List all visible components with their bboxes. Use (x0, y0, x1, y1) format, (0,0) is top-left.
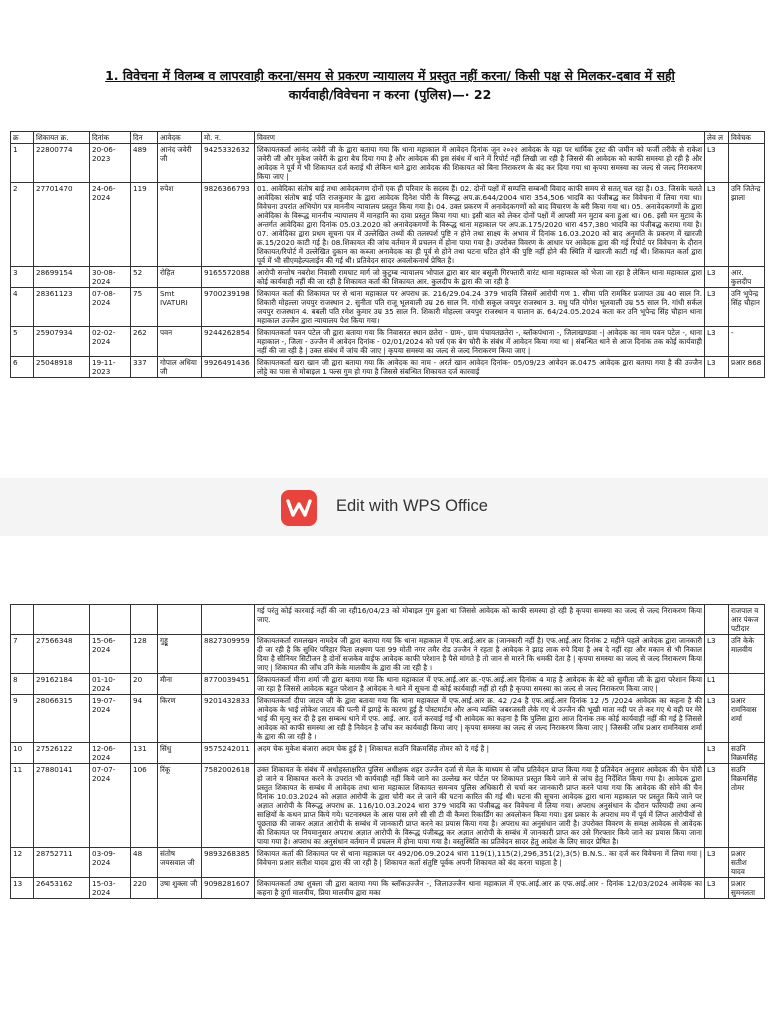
cell-applicant: सिंधु (158, 743, 202, 764)
wps-logo-icon[interactable] (281, 490, 317, 526)
cell-applicant: रुपेश (158, 183, 202, 267)
cell-mobile: 8770039451 (202, 674, 255, 695)
cell-applicant: रोहित (158, 267, 202, 288)
cell-date: 15-06-2024 (90, 635, 131, 674)
cell-details: अदम चेक मुकेश बंजारा अदम चेक हुई है | शिकायत सउनि विक्रमसिंह तोमर को दे गई है | (255, 743, 705, 764)
cell-days: 20 (131, 674, 158, 695)
cell-serial: 9 (11, 695, 34, 743)
cell-investigator: सउनि विक्रमसिंह (729, 743, 765, 764)
cell-days: 337 (131, 357, 158, 378)
cell-complaint-no: 27701470 (34, 183, 90, 267)
cell-investigator: प्रआर 868 (729, 357, 765, 378)
title-line-1: 1. विवेचना में विलम्ब व लापरवाही करना/समय से प्रकरण न्यायालय में प्रस्तुत नहीं करना/ किसी पक्ष से मिलकर-दबाव में सही (105, 68, 675, 83)
cell-serial: 5 (11, 327, 34, 357)
cell-complaint-no: 28361123 (34, 288, 90, 327)
cell-level: L3 (705, 743, 729, 764)
cell-level: L3 (705, 635, 729, 674)
cell-investigator: प्रआर सतीश यादव (729, 848, 765, 878)
wps-edit-link[interactable]: Edit with WPS Office (336, 497, 488, 515)
cell-investigator: उनि भूपेन्द्र सिंह चौहान (729, 288, 765, 327)
cell-date: 02-02-2024 (90, 327, 131, 357)
cell-level: L3 (705, 764, 729, 848)
cell-investigator (729, 674, 765, 695)
cell-serial: 12 (11, 848, 34, 878)
cell-details: शिकायतकर्ता खरा खान जी द्वारा बताया गया कि आवेदक का नाम - अरर्त खान आवेदन दिनांक- 05/09/23 आवेदन क्र.0475 आवेदक द्वारा बताया गया है की उज्जैन लोट्टे का पास से मोबाइल 1 पल्स गुम हो गया है जिससे संबन्धित शिकायत दर्ज कारवाई (255, 357, 705, 378)
table-body-page-1 (11, 144, 765, 378)
cell-date: 15-03-2024 (90, 878, 131, 899)
cell-date: 19-07-2024 (90, 695, 131, 743)
cell-mobile: 7582002618 (202, 764, 255, 848)
table-row (11, 764, 765, 848)
cell-mobile: 9201432833 (202, 695, 255, 743)
cell-complaint-no: 25907934 (34, 327, 90, 357)
table-row (11, 357, 765, 378)
cell-complaint-no: 29162184 (34, 674, 90, 695)
header-level: लेव ल (705, 132, 729, 144)
cell-mobile: 9425332632 (202, 144, 255, 183)
table-row (11, 267, 765, 288)
cell-complaint-no: 28699154 (34, 267, 90, 288)
page-title (95, 66, 685, 104)
cell-date: 01-10-2024 (90, 674, 131, 695)
table-row (11, 327, 765, 357)
header-complaint-no: शिकायत क्र. (34, 132, 90, 144)
header-mobile: मो. न. (202, 132, 255, 144)
cell-details: शिकायत कर्ता की शिकायत पर से थाना महाकाल पर 492/06.09.2024 धारा 119(1),115(2),296,351(2),3(5) B.N.S.. का दर्ज कर विवेचना में लिया गया | विवेचना प्रआर सतीश यादव द्वारा की जा रही है | शिकायत कर्ता संतुष्टि पूर्वक अपनी शिकायत को बंद करना चाहता है | (255, 848, 705, 878)
cell-applicant: गुड्डू (158, 635, 202, 674)
cell-level: L3 (705, 848, 729, 878)
header-applicant: आवेदक (158, 132, 202, 144)
cell-mobile: 9826366793 (202, 183, 255, 267)
page-1-clip (10, 131, 766, 478)
cell-mobile: 9575242011 (202, 743, 255, 764)
continuation-row (11, 605, 765, 635)
cell-mobile: 9893268385 (202, 848, 255, 878)
header-date: दिनांक (90, 132, 131, 144)
header-details: विवरण (255, 132, 705, 144)
cell-investigator: सउनि विक्रमसिंह तोमर (729, 764, 765, 848)
cell-days: 220 (131, 878, 158, 899)
cell-days: 52 (131, 267, 158, 288)
table-row (11, 743, 765, 764)
complaints-table-page-1 (10, 131, 765, 378)
cell-applicant: रिंकू (158, 764, 202, 848)
cell-investigator: प्रआर सुमनलता (729, 878, 765, 899)
cell-level: L3 (705, 695, 729, 743)
table-row (11, 695, 765, 743)
cell-investigator (729, 144, 765, 183)
cell-serial: 3 (11, 267, 34, 288)
table-row (11, 848, 765, 878)
cell-serial: 1 (11, 144, 34, 183)
cell-mobile: 9926491436 (202, 357, 255, 378)
cell-details: शिकायतकर्ता आनंद जवेरी जी के द्वारा बताया गया कि थाना महाकाल में आवेदन दिनांक जून २०२२ आवेदक के यहा पर धार्मिक ट्रस्ट की जमीन को फर्जी तरीके से राकेश जवेरी जी और मुकेश जवेरी के द्वारा बेच दिया गया है और आवेदक की इस संबंध में थाने में रिपोर्ट नहीं लिखी जा रही है जिससे की आवेदक को काफी समस्या हो रही है और आवेदक ने पूर्व में भी शिकायत दर्ज कराई थी लेकिन थाने द्वारा आवेदक की शिकायत को बिना निराकरण के बंद कर दिया गया था कृपया समस्या का जल्द से जल्द निराकरण किया जाए | (255, 144, 705, 183)
cell-applicant: पवन (158, 327, 202, 357)
table-header-row (11, 132, 765, 144)
cell-complaint-no: 27880141 (34, 764, 90, 848)
cell-serial: 13 (11, 878, 34, 899)
cell-mobile: 8827309959 (202, 635, 255, 674)
cell-date: 12-06-2024 (90, 743, 131, 764)
cell-days: 106 (131, 764, 158, 848)
cell-details: 01. आवेदिका संतोष बाई तथा आवेदकगण दोनों एक ही परिवार के सदस्य हैं। 02. दोनों पक्षों में सम्पत्ति सम्बन्धी विवाद काफी समय से सतत् चल रहा है। 03. जिसके चलते आवेदिका संतोष बाई पति राजकुमार के द्वारा आवेदक दिनेश पोरी के विरूद्ध अप.क्र.644/2004 धारा 354,506 भादवि का पंजीबद्ध कर विवेचना में लिया गया था। विवेचना उपरांत अभियोग पत्र माननीय न्यायालय प्रस्तुत किया गया है। 04. उक्त प्रकरण में अनावेदकगणों को बाद विचारण के बरी किया गया था। 05. अनावेदकगणों के द्वारा आवेदिका के विरूद्ध माननीय न्यायालय में मानहानि का दावा प्रस्तुत किया गया था। इसी बात को लेकर दोनों पक्षों में आपसी मन मुटाव बना हुआ था। 06. इसी मन मुटाव के अन्तर्गत आवेदिका द्वारा दिनांक 05.03.2020 को अनावेदकगणों के विरूद्ध थाना महाकाल पर अप.क्र.175/2020 धारा 457,380 भादवि का पंजीबद्ध कराया गया है। 07. आवेदिका द्वारा प्रथम सूचना पत्र में उल्लेखित तथ्यों की तलस्पर्श पुष्टि न होने तथा साक्ष्य के अभाव में दिनांक 16.03.2020 को बाद अनुमति के प्रकरण में खारजी क्र.15/2020 काटी गई है। 08.शिकायत की जांच वर्तमान में प्रचलन में होना पाया गया है। उपरोक्त विवरण के आधार पर आवेदक द्वारा की गई रिपोर्ट पर विवेचना के दौरान शिकायत/रिपोर्ट में उल्लेखित दुकान का कब्जा अनावेदक का ही पूर्व से होने तथा घटना घटित होने की पुष्टि नहीं होने की स्थिति में खारजी काटी गई थी। शिकायत कर्ता द्वारा पूर्व में भी सीएमहेल्पलाईन की गई थी। प्रतिवेदन सादर अवलोकनार्थ प्रेषित है। (255, 183, 705, 267)
cell-details: उक्त शिकायत के संबंध में अधोहस्ताक्षरित पुलिस अधीक्षक शहर उज्जैन दर्जा से मेल के माध्यम से जाँच प्रतिवेदन प्राप्त किया गया है प्रतिवेदन अनुसार आवेदक की चेन चोरी हो जाने व शिकायत करने के उपरांत भी कार्यवाही नहीं किये जाने का उल्लेख कर पोर्टल पर शिकायत प्रस्तुत किये जाने से जांच हेतु निर्देशित किया गया है। आवेदक द्वारा प्रस्तुत शिकायत के सम्बंध में आवेदक तथा थाना महाकाल शिकायत समन्वय पुलिस अधिकारी से चर्चा कर जानकारी प्राप्त करने पाया गया कि आवेदक की सोने की चैन दिनांक 10.03.2024 को अज्ञात आरोपी के द्वारा चोरी कर ले जाने की घटना कारित की गई थी। घटना की सूचना आवेदक द्वारा थाना महाकाल पर प्रस्तुत किये जाने पर अज्ञात आरोपी के विरूद्ध अपराध क्र. 116/10.03.2024 धारा 379 भादवि का पंजीबद्ध कर विवेचना में लिया गया। अपराध अनुसंधान के दौरान फरियादी तथा अन्य साक्षियों के कथन प्राप्त किये गये। घटनास्थल के आस पास लगे सी सी टी वी कैमरा रिकार्डिंग का अवलोकन किया गया। इस प्रकार के अपराध मय में पूर्व में लिप्त आरोपीयों से पूछताछ की जाकर अज्ञात आरोपी के सम्बंध में जानकारी प्राप्त करने का प्रयास किया गया है। अपराध का अनुसंधान जारी है। उपरोक्त विवरण के समक्ष आवेदक से आवेदक की शिकायत पर नियमानुसार अपराध अज्ञात आरोपी के विरूद्ध पंजीबद्ध कर अज्ञात आरोपी के सम्बंध में जानकारी प्राप्त कर उसे गिरफ्तार किये जाने का प्रयास किया जाना पाया गया है। अपराध का अनुसंधान वर्तमान में प्रचलन में होना पाया गया है। वस्तुस्थिति का प्रतिवेदन सादर हेतु आदेश के लिए सादर प्रेषित है। (255, 764, 705, 848)
cell-level: L3 (705, 288, 729, 327)
table-row (11, 674, 765, 695)
continuation-details: गई परंतु कोई कारवाई नहीं की जा रही16/04/23 को मोबाइल गुम हुआ था जिससे आवेदक को काफी समस्या हो रही है कृपया समस्या का जल्द से जल्द निराकरण किया जाए. (255, 605, 705, 635)
cell-details: आरोपी सन्तोष नबरोश निवासी रामघाट मार्ग जो कुटुम्ब न्यायालय भोपाल द्वारा बार बार बसूली गिरफ्तारी वारंट थाना महाकाल को भेजा जा रहा है लेकिन थाना महाकाल द्वारा कोई कार्यवाही नहीं की जा रही है शिकायत कर्ता की शिकायत आर. कुलदीप के द्वारा की जा रही है (255, 267, 705, 288)
cell-complaint-no: 26453162 (34, 878, 90, 899)
cell-level: L3 (705, 144, 729, 183)
cell-level: L3 (705, 357, 729, 378)
complaints-table-page-2 (10, 604, 765, 899)
cell-details: शिकायतकर्ता मीना शर्मा जी द्वारा बताया गया कि थाना महाकाल में एफ.आई.आर क्र.-एफ.आई.आर दिनांक 4 माह है आवेदक के बेटे को सुमीता जी के द्वारा परेशान किया जा रहा है जिससे आवेदक बहुत परेशान है आवेदक ने थाने में सूचना दी कोई कार्यवाही नहीं हो रही है कृपया समस्या का जल्द से जल्द निराकरण किया जाए | (255, 674, 705, 695)
table-row (11, 288, 765, 327)
cell-serial: 8 (11, 674, 34, 695)
table-row (11, 183, 765, 267)
cell-serial: 10 (11, 743, 34, 764)
cell-complaint-no: 28066315 (34, 695, 90, 743)
cell-days: 128 (131, 635, 158, 674)
cell-level: L3 (705, 267, 729, 288)
cell-details: शिकायतकर्ता पवन पटेल जी द्वारा बताया गया कि निवासरत स्थान छतेरा - ग्राम-, ग्राम पंचायतछतेरा -, ब्लॉकपंथाना -, जिलाखण्डवा -| आवेदक का नाम पवन पटेल -, थाना महाकाल -, जिला - उज्जैन में आवेदन दिनांक - 02/01/2024 को पर्स एक बेग चोरी के संबंध में आवेदन किया गया था | संबन्धित थाने से आज दिनांक तक कोई कार्यवाही नहीं की जा रही है | उक्त संबंध में जांच की जाए | कृपया समस्या का जल्द से जल्द निराकरण किया जाए | (255, 327, 705, 357)
cell-level: L3 (705, 183, 729, 267)
cell-days: 75 (131, 288, 158, 327)
cell-days: 119 (131, 183, 158, 267)
cell-applicant: आनंद जवेरी जी (158, 144, 202, 183)
cell-applicant: मीना (158, 674, 202, 695)
header-serial: क्र (11, 132, 34, 144)
cell-serial: 11 (11, 764, 34, 848)
cell-serial: 2 (11, 183, 34, 267)
cell-days: 131 (131, 743, 158, 764)
table-row (11, 878, 765, 899)
cell-mobile: 9165572088 (202, 267, 255, 288)
cell-date: 20-06-2023 (90, 144, 131, 183)
cell-serial: 6 (11, 357, 34, 378)
cell-days: 489 (131, 144, 158, 183)
cell-level: L3 (705, 327, 729, 357)
title-line-2: कार्यवाही/विवेचना न करना (पुलिस)—· 22 (288, 87, 492, 102)
cell-level: L3 (705, 878, 729, 899)
cell-investigator: उनि केके मालवीय (729, 635, 765, 674)
cell-serial: 7 (11, 635, 34, 674)
cell-applicant: Smt IVATURI (158, 288, 202, 327)
continuation-investigator: राजपाल व आर पंकज पटीदार (729, 605, 765, 635)
cell-complaint-no: 25048918 (34, 357, 90, 378)
cell-details: शिकायतकर्ता उषा शुक्ला जी द्वारा बताया गया कि ब्लॉकउज्जैन -, जिलाउज्जैन थाना महाकाल में एफ.आई.आर क्र एफ.आई.आर - दिनांक 12/03/2024 आवेदक का कहना है दुर्गा मालवीय, प्रिया मालवीय द्वारा मका (255, 878, 705, 899)
cell-applicant: उषा शुक्ला जी (158, 878, 202, 899)
cell-details: शिकायतकर्ता रामलखन नामदेव जी द्वारा बताया गया कि थाना महाकाल में एफ.आई.आर क्र (जानकारी नहीं है) एफ.आई.आर दिनांक 2 महीने पहले आवेदक द्वारा जानकारी दी जा रही है कि सुधिर परिहार पिता लक्ष्मण पता 99 मोती नगर तमैर रोड उज्जैन ने रहता है आवेदक ने झाड़ लाक रुपे दिया है अब दे नहीं रहा और मकान से भी निकाल दिया है सीनियर सिटीजन है दोनों सजकेव वाईफ आवेदक काफी परेशान है पैसे मांगते है तो जान से मारने कि धमकी देता है | कृपया समस्या का जल्द से जल्द निराकरण किया जाए | शिकायत की जाँच उनि केके मालवीय के द्वारा की जा रही है । (255, 635, 705, 674)
cell-date: 03-09-2024 (90, 848, 131, 878)
cell-complaint-no: 28752711 (34, 848, 90, 878)
cell-details: शिकायत कर्ता की शिकायत पर से थाना महाकाल पर अपराध क्र. 216/29.04.24 379 भादवि जिसमें आरोपी गण 1. सीमा पति रामकिर प्रजापत उम्र 40 साल नि. शिकारी मोहल्ला जयपुर राजस्थान 2. सुनीता पति राजू भूलवाली उम्र 26 साल नि. गांधी सकूल जयपुर राजस्थान 3. मधु पति योगेश भूलवाली उम्र 55 साल नि. गांधी सर्कल जयपुर राजस्थान 4. बबली पति रमेश कुमार उम्र 35 साल नि. शिकारी मोहल्ला जयपुर राजस्थान व चालान क्र. 64/24.05.2024 कता कर उनि भूपेन्द्र सिंह चौहान थाना महाकाल उज्जैन द्वारा न्यायालय पेश किया गया। (255, 288, 705, 327)
cell-date: 07-07-2024 (90, 764, 131, 848)
cell-serial: 4 (11, 288, 34, 327)
cell-investigator: - (729, 327, 765, 357)
header-days: दिन (131, 132, 158, 144)
cell-investigator: आर. कुलदीप (729, 267, 765, 288)
cell-applicant: संतोष जयसवाल जी (158, 848, 202, 878)
cell-investigator: प्रआर रामनिवास शर्मा (729, 695, 765, 743)
cell-applicant: गोपाल अधिया जी (158, 357, 202, 378)
table-row (11, 144, 765, 183)
header-investigator: विवेचक (729, 132, 765, 144)
cell-mobile: 9700239198 (202, 288, 255, 327)
cell-applicant: किरण (158, 695, 202, 743)
cell-complaint-no: 27566348 (34, 635, 90, 674)
cell-date: 19-11-2023 (90, 357, 131, 378)
cell-mobile: 9244262854 (202, 327, 255, 357)
page-2-clip (10, 604, 766, 1024)
cell-details: शिकायतकर्ता दीपा जाटव जी के द्वारा बताया गया कि थाना महाकाल में एफ.आई.आर क्र. 42 /24 है एफ.आई.आर दिनांक 12 /5 /2024 आवेदक का कहना है की आवेदक के भाई लोकेश जाटव की पत्नी में झगड़े के कारण हुई है पोस्टमार्टम और अन्य व्यक्ति जबरजस्ती लेके गए थे उज्जैन की भूखी माता नदी पर ले कर गए थे वही पर मेरे भाई की मृत्यु कर दी है इस सम्बन्ध थाने में एफ. आई. आर. दर्ज करवाई गई थी आवेदक का कहना है कि पुलिस द्वारा आज दिनांक तक कोई कार्यवाही नहीं की गई है जिससे आवेदक को काफी समस्या आ रही है निवेदन है जाँच कर कार्यवाही किया जाए | कृपया समस्या का जल्द से जल्द निराकरण किया जाए | जिसकी जाँच प्रआर रामनिवास शर्मा के द्वारा की जा रही है । (255, 695, 705, 743)
cell-days: 48 (131, 848, 158, 878)
table-row (11, 635, 765, 674)
cell-days: 262 (131, 327, 158, 357)
cell-investigator: उनि जितेन्द्र झाला (729, 183, 765, 267)
cell-level: L1 (705, 674, 729, 695)
cell-complaint-no: 22800774 (34, 144, 90, 183)
cell-date: 07-08-2024 (90, 288, 131, 327)
cell-complaint-no: 27526122 (34, 743, 90, 764)
cell-date: 24-06-2024 (90, 183, 131, 267)
cell-mobile: 9098281607 (202, 878, 255, 899)
table-body-page-2 (11, 605, 765, 899)
cell-date: 30-08-2024 (90, 267, 131, 288)
cell-days: 94 (131, 695, 158, 743)
